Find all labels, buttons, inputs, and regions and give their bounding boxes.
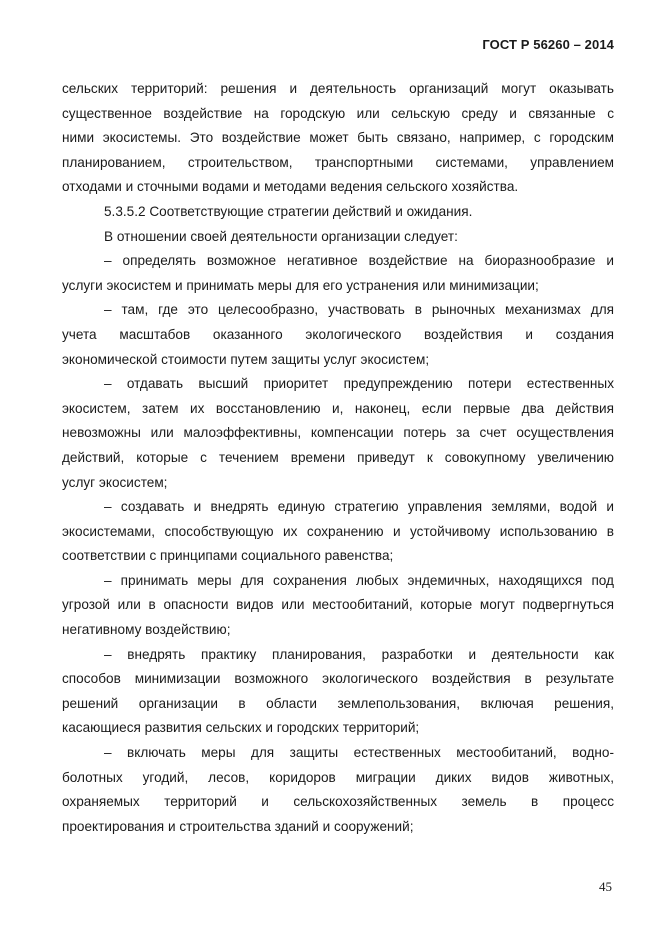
page-number: 45 bbox=[599, 879, 612, 894]
text-line: решений организации в области землепользования, включая решения, bbox=[62, 695, 614, 711]
text-line: болотных угодий, лесов, коридоров миграции диких видов животных, bbox=[62, 769, 614, 785]
text-line: невозможны или малоэффективны, компенсации потерь за счет осуществления bbox=[62, 425, 614, 441]
text-line: В отношении своей деятельности организации следует: bbox=[104, 228, 458, 244]
text-line: – внедрять практику планирования, разработки и деятельности как bbox=[104, 646, 614, 662]
text-line: учета масштабов оказанного экологического воздействия и создания bbox=[62, 326, 614, 342]
text-line: касающиеся развития сельских и городских территорий; bbox=[62, 720, 420, 736]
text-line: угрозой или в опасности видов или местообитаний, которые могут подвергнуться bbox=[62, 597, 614, 613]
text-line: существенное воздействие на городскую или сельскую среду и связанные с bbox=[62, 105, 614, 121]
text-line: охраняемых территорий и сельскохозяйственных земель в процесс bbox=[62, 794, 614, 810]
text-line: – отдавать высший приоритет предупреждению потери естественных bbox=[104, 376, 614, 392]
document-body-text bbox=[62, 77, 614, 839]
text-line: – принимать меры для сохранения любых эндемичных, находящихся под bbox=[104, 572, 614, 588]
text-line: – включать меры для защиты естественных местообитаний, водно- bbox=[104, 745, 614, 761]
text-line: отходами и сточными водами и методами ведения сельского хозяйства. bbox=[62, 179, 519, 195]
text-line: ними экосистемы. Это воздействие может быть связано, например, с городским bbox=[62, 130, 614, 146]
text-line: сельских территорий: решения и деятельность организаций могут оказывать bbox=[62, 81, 614, 96]
text-line: услуг экосистем; bbox=[62, 474, 168, 490]
text-line: негативному воздействию; bbox=[62, 622, 231, 638]
text-line: планированием, строительством, транспортными системами, управлением bbox=[62, 154, 614, 170]
text-line: 5.3.5.2 Соответствующие стратегии действий и ожидания. bbox=[104, 203, 473, 219]
text-line: экономической стоимости путем защиты услуг экосистем; bbox=[62, 351, 430, 367]
text-line: способов минимизации возможного экологического воздействия в результате bbox=[62, 671, 614, 687]
text-line: экосистемами, способствующую их сохранению и устойчивому использованию в bbox=[62, 523, 614, 539]
text-line: – определять возможное негативное воздействие на биоразнообразие и bbox=[104, 253, 614, 269]
text-line: – создавать и внедрять единую стратегию управления землями, водой и bbox=[104, 499, 614, 515]
text-line: услуги экосистем и принимать меры для его устранения или минимизации; bbox=[62, 277, 539, 293]
text-line: – там, где это целесообразно, участвовать в рыночных механизмах для bbox=[104, 302, 614, 318]
document-standard-header: ГОСТ Р 56260 – 2014 bbox=[482, 37, 614, 52]
text-line: действий, которые с течением времени приведут к совокупному увеличению bbox=[62, 449, 614, 465]
text-line: проектирования и строительства зданий и сооружений; bbox=[62, 818, 414, 834]
text-line: соответствии с принципами социального равенства; bbox=[62, 548, 394, 564]
text-line: экосистем, затем их восстановлению и, наконец, если первые два действия bbox=[62, 400, 614, 416]
